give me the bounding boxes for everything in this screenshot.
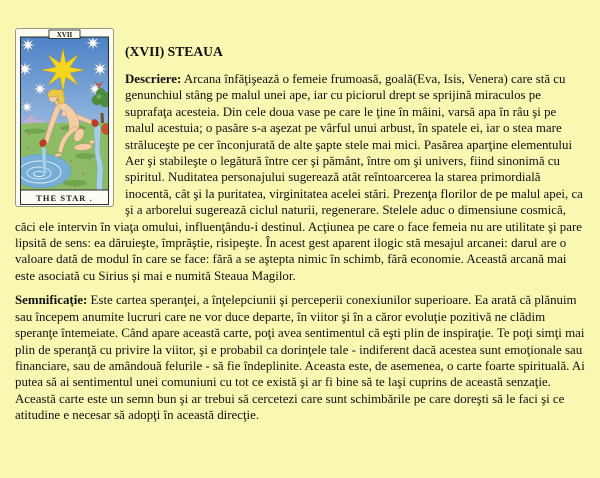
big-star-icon — [42, 49, 85, 92]
meaning-label: Semnificaţie: — [15, 293, 88, 308]
description-text: Arcana înfăţişează o femeie frumoasă, goală(Eva, Isis, Venera) care stă cu genunchiul stâng pe malul unei ape, iar cu piciorul drept se sprijină miraculos pe suprafaţa acesteia. Din cele doua vase pe care le ţine în mâini, varsă apa în râu şi pe malul acestuia; o pasăre s-a aşezat pe vârful unui arbust, în spatele ei, iar o stea mare străluceşte pe cer înconjurată de alte şapte stele mai mici. Pasărea aparţine elementului Aer şi stabileşte o legătură între cer şi pământ, între om şi univers, fiind sinonimă cu spiritul. Nuditatea personajului sugerează atât reîntoarcerea la starea primordială inocentă, cât şi la puritatea, virginitatea acelei stări. Prezenţa florilor de pe malul apei, ca şi a arborelui sugerează ciclul naturii, regenerare. Stelele aduc o dimensiune cosmică, căci ele intervin în viaţa omului, influenţându-i destinul. Acţiunea pe care o face femeia nu are utilitate şi pare lipsită de sens: ea dăruieşte, împrăştie, risipeşte. În acest gest aparent ilogic stă mesajul arcanei: darul are o valoare dată de modul în care se face: fără a se aştepta nimic în schimb, fără economie. Această arcană mai este asociată cu Sirius şi mai e numită Steaua Magilor. — [15, 72, 583, 283]
card-scene — [15, 36, 112, 193]
page-title: (XVII) STEAUA — [125, 44, 223, 59]
tarot-card — [15, 28, 114, 207]
description-label: Descriere: — [125, 72, 182, 86]
tarot-card-illustration — [15, 28, 114, 207]
meaning-paragraph — [15, 292, 586, 423]
card-numeral: XVII — [56, 30, 73, 39]
card-caption: THE STAR . — [36, 193, 93, 203]
meaning-text: Este cartea speranţei, a înţelepciunii şi perceperii conexiunilor superioare. Ea arată că plănuim sau începem anumite lucruri care ne vor duce departe, în viitor şi în a căror evoluţie pozitivă ne clădim speranţe întemeiate. Când apare această carte, poţi avea sentimentul că eşti plin de inspiraţie. Te poţi simţi mai plin de speranţă cu privire la viitor, şi e probabil ca dorinţele tale - indiferent dacă acestea sunt emoţionale sau financiare, sau de amândouă felurile - să fie îndeplinite. Aceasta este, de asemenea, o carte foarte spirituală. Ai putea să ai sentimentul unei comuniuni cu tot ce există şi ar fi bine să te laşi cuprins de această senzaţie. Această carte este un semn bun şi ar trebui să cercetezi care sunt schimbările pe care doreşti să le faci şi ce atitudine e necesar să adopţi în această direcţie. — [15, 293, 585, 423]
